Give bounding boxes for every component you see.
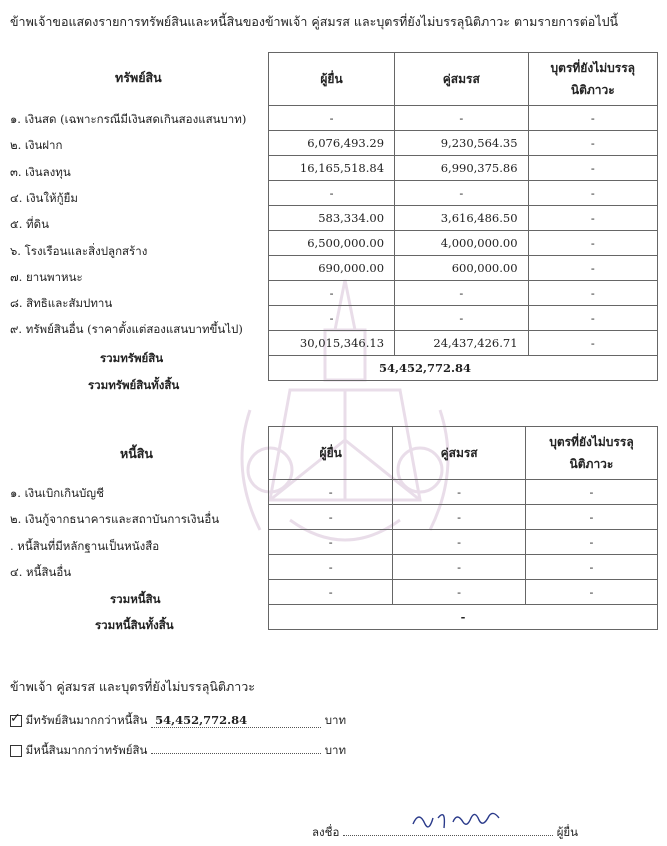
cell-spouse: - <box>393 530 526 555</box>
assets-total-value: 54,452,772.84 <box>269 356 658 381</box>
cell-filer: - <box>269 106 395 131</box>
row-label: . หนี้สินที่มีหลักฐานเป็นหนังสือ <box>10 538 160 553</box>
assets-subtotal-spouse: 24,437,426.71 <box>395 331 529 356</box>
cell-spouse: 4,000,000.00 <box>395 231 529 256</box>
table-row <box>269 256 658 281</box>
row-label: ๓. เงินลงทุน <box>10 164 71 179</box>
liab-subtotal-spouse: - <box>393 580 526 605</box>
cell-spouse: 3,616,486.50 <box>395 206 529 231</box>
liab-total-label: รวมหนี้สินทั้งสิ้น <box>95 618 174 632</box>
cell-filer: - <box>269 480 393 505</box>
cell-child: - <box>525 555 657 580</box>
cell-child: - <box>528 256 657 281</box>
cell-spouse: - <box>393 505 526 530</box>
cell-filer: - <box>269 530 393 555</box>
liabilities-table <box>268 426 658 630</box>
cell-child: - <box>525 480 657 505</box>
liabilities-greater-checkbox[interactable] <box>10 745 22 757</box>
signature-line: ลงชื่อ ผู้ยื่น <box>312 825 579 839</box>
cell-spouse: - <box>395 281 529 306</box>
row-label: ๘. สิทธิและสัมปทาน <box>10 296 113 311</box>
liab-col-filer: ผู้ยื่น <box>269 427 393 480</box>
liab-subtotal-child: - <box>525 580 657 605</box>
cell-spouse: 9,230,564.35 <box>395 131 529 156</box>
cell-filer: 6,076,493.29 <box>269 131 395 156</box>
cell-child: - <box>528 156 657 181</box>
table-row <box>269 505 658 530</box>
assets-col-spouse: คู่สมรส <box>395 53 529 106</box>
table-row <box>269 181 658 206</box>
assets-greater-checkbox[interactable] <box>10 711 22 727</box>
liab-col-child: บุตรที่ยังไม่บรรลุ นิติภาวะ <box>525 427 657 480</box>
cell-child: - <box>528 231 657 256</box>
cell-spouse: - <box>393 555 526 580</box>
cell-filer: - <box>269 306 395 331</box>
cell-child: - <box>528 206 657 231</box>
liab-subtotal-filer: - <box>269 580 393 605</box>
table-row <box>269 306 658 331</box>
liab-total-value: - <box>269 605 658 630</box>
cell-child: - <box>528 306 657 331</box>
table-row <box>269 106 658 131</box>
assets-subtotal-label: รวมทรัพย์สิน <box>100 351 164 365</box>
row-label: ๑. เงินเบิกเกินบัญชี <box>10 486 104 500</box>
cell-child: - <box>528 281 657 306</box>
cell-filer: 583,334.00 <box>269 206 395 231</box>
assets-total-label: รวมทรัพย์สินทั้งสิ้น <box>88 378 180 392</box>
liabilities-title: หนี้สิน <box>120 446 153 461</box>
row-label: ๒. เงินฝาก <box>10 138 63 153</box>
summary-heading: ข้าพเจ้า คู่สมรส และบุตรที่ยังไม่บรรลุนิติภาวะ <box>10 679 256 694</box>
cell-filer: 6,500,000.00 <box>269 231 395 256</box>
cell-child: - <box>525 505 657 530</box>
cell-filer: - <box>269 505 393 530</box>
cell-filer: 16,165,518.84 <box>269 156 395 181</box>
row-label: ๔. เงินให้กู้ยืม <box>10 190 78 205</box>
row-label: ๑. เงินสด (เฉพาะกรณีมีเงินสดเกินสองแสนบาท) <box>10 112 247 126</box>
table-row <box>269 480 658 505</box>
cell-filer: - <box>269 181 395 206</box>
cell-spouse: - <box>395 181 529 206</box>
cell-spouse: - <box>393 480 526 505</box>
summary-option-1: ✓ มีทรัพย์สินมากกว่าหนี้สิน 54,452,772.84 บาท <box>10 711 347 727</box>
row-label: ๖. โรงเรือนและสิ่งปลูกสร้าง <box>10 243 148 258</box>
cell-child: - <box>528 106 657 131</box>
liab-col-spouse: คู่สมรส <box>393 427 526 480</box>
handwritten-signature <box>408 806 528 836</box>
summary-option-2: มีหนี้สินมากกว่าทรัพย์สิน บาท <box>10 742 346 760</box>
table-row <box>269 156 658 181</box>
row-label: ๙. ทรัพย์สินอื่น (ราคาตั้งแต่สองแสนบาทขึ้นไป) <box>10 322 243 337</box>
assets-col-child: บุตรที่ยังไม่บรรลุ นิติภาวะ <box>528 53 657 106</box>
table-row <box>269 206 658 231</box>
row-label: ๗. ยานพาหนะ <box>10 269 83 284</box>
cell-filer: 690,000.00 <box>269 256 395 281</box>
checkmark-icon: ✓ <box>10 711 21 726</box>
cell-spouse: - <box>395 306 529 331</box>
table-row <box>269 281 658 306</box>
cell-filer: - <box>269 555 393 580</box>
liab-subtotal-label: รวมหนี้สิน <box>110 592 161 606</box>
summary-option1-value: 54,452,772.84 <box>155 713 248 727</box>
table-row <box>269 131 658 156</box>
cell-spouse: 6,990,375.86 <box>395 156 529 181</box>
row-label: ๒. เงินกู้จากธนาคารและสถาบันการเงินอื่น <box>10 512 220 527</box>
assets-col-filer: ผู้ยื่น <box>269 53 395 106</box>
table-row <box>269 555 658 580</box>
cell-spouse: - <box>395 106 529 131</box>
assets-subtotal-filer: 30,015,346.13 <box>269 331 395 356</box>
cell-child: - <box>528 181 657 206</box>
assets-title: ทรัพย์สิน <box>115 70 162 85</box>
row-label: ๕. ที่ดิน <box>10 217 49 232</box>
cell-spouse: 600,000.00 <box>395 256 529 281</box>
assets-subtotal-child: - <box>528 331 657 356</box>
table-row <box>269 231 658 256</box>
intro-text: ข้าพเจ้าขอแสดงรายการทรัพย์สินและหนี้สินของข้าพเจ้า คู่สมรส และบุตรที่ยังไม่บรรลุนิติภาวะ ตามรายการต่อไปนี้ <box>10 14 619 29</box>
row-label: ๔. หนี้สินอื่น <box>10 564 72 579</box>
cell-child: - <box>525 530 657 555</box>
table-row <box>269 530 658 555</box>
cell-filer: - <box>269 281 395 306</box>
cell-child: - <box>528 131 657 156</box>
assets-table <box>268 52 658 381</box>
